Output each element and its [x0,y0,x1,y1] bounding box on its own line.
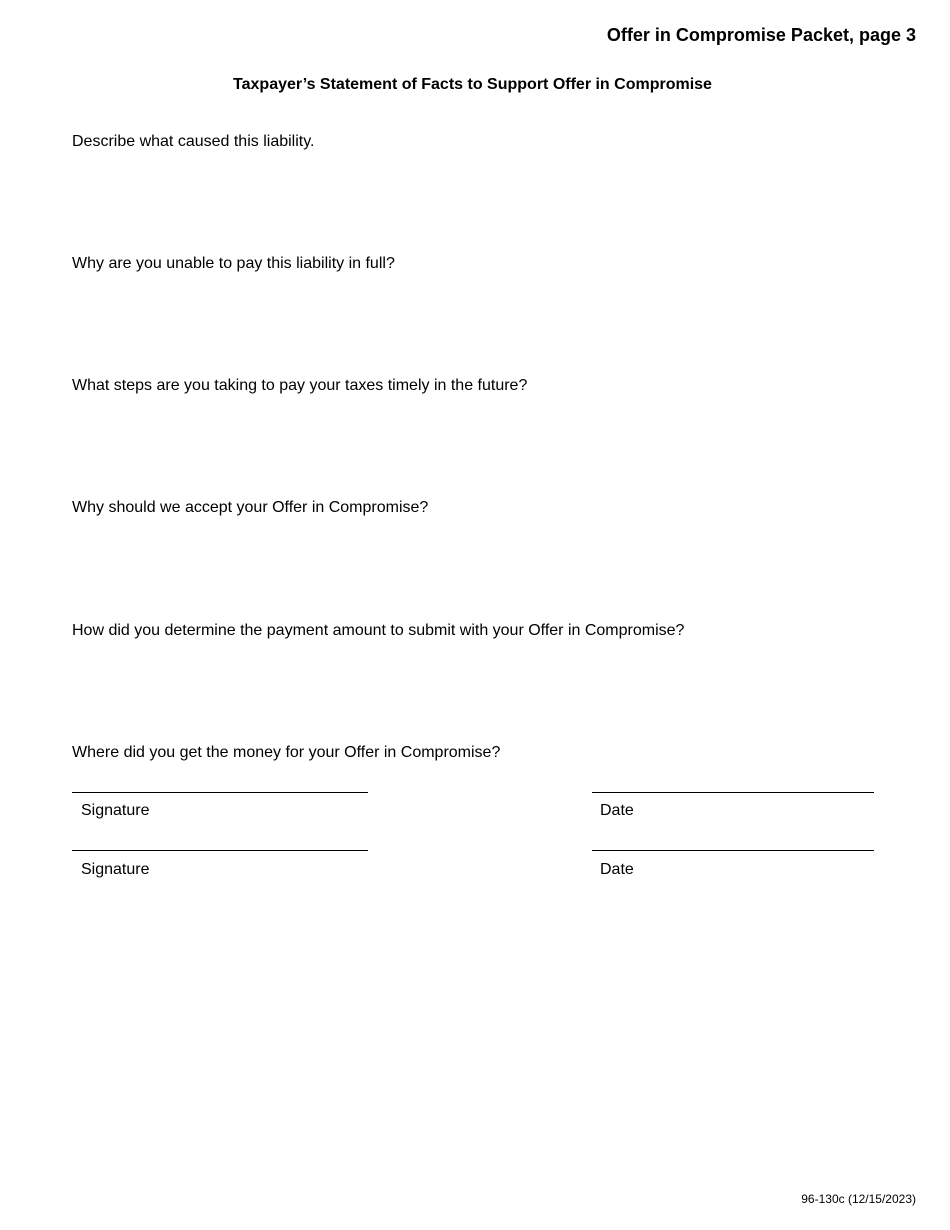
date-line-2[interactable] [592,850,874,851]
date-label-1: Date [600,802,634,819]
question-cause-of-liability: Describe what caused this liability. [72,133,315,150]
question-future-steps: What steps are you taking to pay your taxes timely in the future? [72,377,528,394]
signature-label-2: Signature [81,861,150,878]
packet-page-title: Offer in Compromise Packet, page 3 [606,25,916,45]
form-title: Taxpayer’s Statement of Facts to Support Offer in Compromise [233,76,712,93]
signature-line-1[interactable] [72,792,368,793]
question-money-source: Where did you get the money for your Offer in Compromise? [72,744,501,761]
question-unable-to-pay: Why are you unable to pay this liability in full? [72,255,395,272]
question-payment-amount: How did you determine the payment amount to submit with your Offer in Compromise? [72,622,685,639]
form-number: 96-130c (12/15/2023) [801,1192,916,1206]
signature-label-1: Signature [81,802,150,819]
date-line-1[interactable] [592,792,874,793]
date-label-2: Date [600,861,634,878]
signature-line-2[interactable] [72,850,368,851]
question-why-accept: Why should we accept your Offer in Compromise? [72,499,429,516]
